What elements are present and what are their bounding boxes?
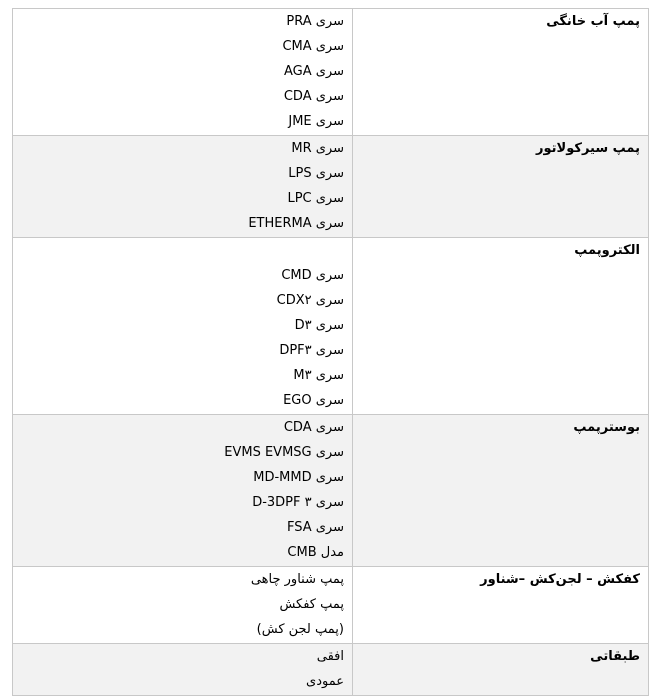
list-item: سری PRA: [286, 14, 344, 29]
list-item: سری JME: [288, 114, 344, 129]
category-cell: الکتروپمپ: [352, 238, 648, 414]
category-cell: پمپ آب خانگی: [352, 9, 648, 135]
items-cell: [13, 567, 352, 643]
list-item: مدل CMB: [287, 545, 344, 560]
pump-table: [12, 8, 649, 696]
category-cell: پمپ سیرکولاتور: [352, 136, 648, 237]
items-cell: [13, 238, 352, 414]
list-item: افقی: [316, 649, 344, 664]
list-item: سری MD-MMD: [253, 470, 344, 485]
table-row: [13, 9, 648, 136]
list-item: (پمپ لجن کش): [256, 622, 344, 637]
list-item: سری D-3DPF ۳: [252, 495, 344, 510]
list-item: پمپ کفکش: [279, 597, 344, 612]
list-item: سری CDX۲: [276, 293, 344, 308]
items-cell: [13, 644, 352, 695]
table-row: [13, 238, 648, 415]
table-row: [13, 567, 648, 644]
items-cell: [13, 415, 352, 566]
table-row: [13, 136, 648, 238]
category-cell: بوسترپمپ: [352, 415, 648, 566]
category-cell: کفکش – لجن‌کش –شناور: [352, 567, 648, 643]
list-item: سری ETHERMA: [248, 216, 344, 231]
table-row: [13, 415, 648, 567]
items-cell: [13, 9, 352, 135]
list-item: سری LPS: [288, 166, 344, 181]
list-item: سری MR: [291, 141, 344, 156]
list-item: سری M۳: [293, 368, 344, 383]
list-item: سری CDA: [283, 89, 344, 104]
list-item: سری FSA: [286, 520, 344, 535]
empty-line: [21, 239, 344, 264]
category-cell: طبقاتی: [352, 644, 648, 695]
list-item: سری AGA: [283, 64, 344, 79]
list-item: سری D۳: [294, 318, 344, 333]
list-item: سری LPC: [287, 191, 344, 206]
list-item: عمودی: [306, 674, 344, 689]
list-item: سری CMD: [281, 268, 344, 283]
list-item: سری EGO: [283, 393, 344, 408]
items-cell: [13, 136, 352, 237]
list-item: سری EVMS EVMSG: [224, 445, 344, 460]
list-item: سری CMA: [282, 39, 344, 54]
list-item: سری CDA: [283, 420, 344, 435]
list-item: سری DPF۳: [279, 343, 344, 358]
list-item: پمپ شناور چاهی: [250, 572, 344, 587]
table-row: [13, 644, 648, 696]
